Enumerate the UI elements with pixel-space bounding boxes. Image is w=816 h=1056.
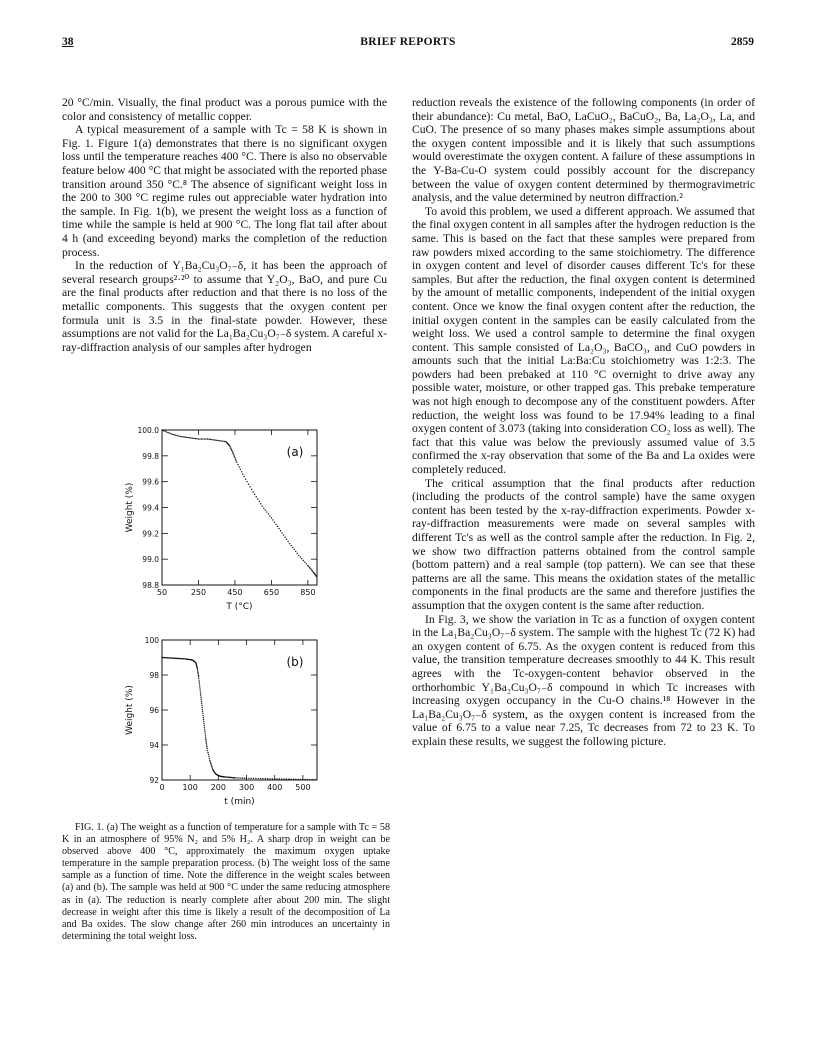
data-point <box>298 779 299 780</box>
data-point <box>211 764 212 765</box>
data-point <box>197 667 198 668</box>
data-point <box>294 549 295 550</box>
data-point <box>216 440 217 441</box>
data-point <box>241 471 242 472</box>
data-point <box>275 524 276 525</box>
data-point <box>198 676 199 677</box>
data-point <box>235 460 236 461</box>
y-tick-label: 92 <box>149 776 159 785</box>
data-point <box>262 778 263 779</box>
y-tick-label: 99.4 <box>142 503 159 513</box>
figure-1-plots <box>62 418 392 808</box>
data-point <box>232 453 233 454</box>
data-point <box>198 438 199 439</box>
data-point <box>212 767 213 768</box>
data-point <box>281 778 282 779</box>
data-point <box>201 703 202 704</box>
data-point <box>199 684 200 685</box>
data-point <box>229 446 230 447</box>
data-point <box>201 701 202 702</box>
paragraph: 20 °C/min. Visually, the final product was a porous pumice with the color and consistency of metallic copper. <box>62 96 387 123</box>
data-point <box>232 451 233 452</box>
data-point <box>288 778 289 779</box>
data-point <box>240 469 241 470</box>
figure-caption <box>62 822 390 943</box>
data-point <box>308 566 309 567</box>
data-point <box>200 696 201 697</box>
paragraph: In Fig. 3, we show the variation in Tc as a function of oxygen content in the La₁Ba₂Cu₃O₇₋δ system. The sample with the highest Tc (72 K) had an oxygen content of 6.75. As the oxygen content is reduced from this value, the transition temperature decreases smoothly to 44 K. This result agrees with the Tc-oxygen-content behavior observed in the orthorhombic Y₁Ba₂Cu₃O₇₋δ compound in which Tc increases with increasing oxygen occupancy in the Cu-O chains.¹⁸ However in the La₁Ba₂Cu₃O₇₋δ system, as the oxygen content is increased from the value of 6.75 to a value near 7.25, Tc decreases from 72 to 23 K. To explain these results, we suggest the following picture. <box>412 612 755 748</box>
data-point <box>309 567 310 568</box>
data-point <box>236 462 237 463</box>
data-point <box>202 711 203 712</box>
data-point <box>278 528 279 529</box>
data-point <box>204 731 205 732</box>
data-point <box>196 438 197 439</box>
data-point <box>243 476 244 477</box>
y-tick-label: 100 <box>144 636 159 645</box>
data-point <box>218 440 219 441</box>
data-point <box>203 717 204 718</box>
x-tick-label: 850 <box>300 588 316 597</box>
data-point <box>289 543 290 544</box>
data-point <box>258 778 259 779</box>
data-point <box>312 570 313 571</box>
data-point <box>208 439 209 440</box>
data-point <box>207 438 208 439</box>
data-point <box>221 440 222 441</box>
data-point <box>271 517 272 518</box>
data-point <box>242 777 243 778</box>
data-point <box>184 436 185 437</box>
data-point <box>202 438 203 439</box>
data-point <box>230 447 231 448</box>
data-point <box>205 735 206 736</box>
data-point <box>251 778 252 779</box>
data-point <box>279 778 280 779</box>
data-point <box>253 778 254 779</box>
data-point <box>181 436 182 437</box>
data-point <box>265 778 266 779</box>
data-point <box>284 537 285 538</box>
data-point <box>199 438 200 439</box>
data-point <box>198 675 199 676</box>
data-point <box>274 521 275 522</box>
y-tick-label: 98 <box>149 671 159 680</box>
data-point <box>164 431 165 432</box>
data-point <box>298 555 299 556</box>
y-tick-label: 99.2 <box>142 529 159 539</box>
data-point <box>259 501 260 502</box>
data-point <box>231 450 232 451</box>
data-point <box>260 503 261 504</box>
data-point <box>269 515 270 516</box>
data-point <box>197 669 198 670</box>
data-point <box>187 437 188 438</box>
data-point <box>248 778 249 779</box>
data-point <box>201 705 202 706</box>
data-point <box>306 563 307 564</box>
data-point <box>205 737 206 738</box>
data-point <box>231 449 232 450</box>
data-point <box>183 436 184 437</box>
data-point <box>245 478 246 479</box>
data-point <box>199 688 200 689</box>
y-axis-label: Weight (%) <box>125 482 135 533</box>
y-tick-label: 94 <box>149 741 159 750</box>
x-tick-label: 200 <box>210 783 227 792</box>
data-point <box>193 438 194 439</box>
data-point <box>312 779 313 780</box>
data-point <box>302 779 303 780</box>
data-point <box>200 690 201 691</box>
data-point <box>303 560 304 561</box>
data-point <box>175 434 176 435</box>
data-point <box>204 438 205 439</box>
data-point <box>316 576 317 577</box>
data-point <box>305 779 306 780</box>
x-tick-label: 0 <box>159 783 165 792</box>
x-tick-label: 450 <box>227 588 243 597</box>
data-point <box>234 456 235 457</box>
data-point <box>283 778 284 779</box>
journal-section: BRIEF REPORTS <box>360 36 456 48</box>
data-point <box>242 473 243 474</box>
y-tick-label: 98.8 <box>142 581 159 590</box>
data-point <box>206 744 207 745</box>
data-point <box>206 748 207 749</box>
data-point <box>224 441 225 442</box>
x-axis-label: T (°C) <box>226 602 253 612</box>
figure-1 <box>62 418 392 808</box>
data-point <box>301 558 302 559</box>
data-point <box>204 725 205 726</box>
data-point <box>268 513 269 514</box>
data-point <box>198 680 199 681</box>
data-point <box>281 532 282 533</box>
data-point <box>311 569 312 570</box>
data-point <box>202 715 203 716</box>
data-point <box>262 506 263 507</box>
data-point <box>192 437 193 438</box>
x-tick-label: 400 <box>267 783 283 792</box>
data-point <box>199 682 200 683</box>
data-point <box>256 496 257 497</box>
data-point <box>197 673 198 674</box>
data-point <box>199 686 200 687</box>
x-axis-label: t (min) <box>224 797 255 807</box>
data-point <box>286 778 287 779</box>
data-point <box>266 511 267 512</box>
left-column <box>62 96 387 354</box>
data-point <box>204 729 205 730</box>
data-point <box>234 457 235 458</box>
data-point <box>202 713 203 714</box>
data-point <box>238 777 239 778</box>
data-point <box>173 434 174 435</box>
right-column <box>412 96 755 749</box>
data-point <box>309 779 310 780</box>
data-point <box>255 778 256 779</box>
panel-label: (b) <box>286 655 304 669</box>
paragraph: The critical assumption that the final products after reduction (including the products of the control sample) have the same oxygen content has been tested by the x-ray-diffraction experiments. Powder x-ray-diffraction measurements were made on several samples with different Tc's as well as the control sample after the reduction. In Fig. 2, we show two diffraction patterns obtained from the control sample (bottom pattern) and a real sample (top pattern). We can see that these patterns are all the same. This means the oxidation states of the metallic components in the final products are the same and therefore justifies the assumption that the oxygen content is the same after reduction. <box>412 476 755 612</box>
data-point <box>254 494 255 495</box>
y-tick-label: 99.0 <box>142 555 159 565</box>
data-point <box>169 433 170 434</box>
data-point <box>252 491 253 492</box>
data-point <box>238 466 239 467</box>
data-point <box>214 439 215 440</box>
data-point <box>240 777 241 778</box>
data-point <box>186 437 187 438</box>
data-point <box>310 568 311 569</box>
data-point <box>290 545 291 546</box>
y-tick-label: 100.0 <box>137 426 159 435</box>
data-point <box>222 440 223 441</box>
data-point <box>200 692 201 693</box>
data-point <box>287 541 288 542</box>
data-point <box>198 678 199 679</box>
data-point <box>300 779 301 780</box>
data-point <box>207 750 208 751</box>
data-point <box>246 778 247 779</box>
data-point <box>248 484 249 485</box>
paragraph: reduction reveals the existence of the following components (in order of their abundance): Cu metal, BaO, LaCuO₂, BaCuO₂, Ba, La₂O₃, La, and CuO. The presence of so many phases makes simple assumptions about the oxygen content impossible and it is likely that such assumptions would overestimate the oxygen content. A failure of these assumptions in the Y-Ba-Cu-O system could possibly account for the discrepancy between the value of oxygen content determined by thermogravimetric analysis, and the value determined by neutron diffraction.² <box>412 96 755 205</box>
data-point <box>203 723 204 724</box>
data-point <box>167 432 168 433</box>
data-point <box>197 672 198 673</box>
data-point <box>161 429 162 430</box>
y-tick-label: 96 <box>149 706 159 715</box>
panel-label: (a) <box>286 445 304 459</box>
data-point <box>283 534 284 535</box>
data-point <box>204 727 205 728</box>
data-point <box>203 721 204 722</box>
data-point <box>235 777 236 778</box>
data-point <box>307 779 308 780</box>
data-point <box>267 778 268 779</box>
data-point <box>272 519 273 520</box>
x-tick-label: 300 <box>238 783 255 792</box>
data-point <box>246 481 247 482</box>
data-point <box>233 454 234 455</box>
data-point <box>290 778 291 779</box>
data-point <box>210 762 211 763</box>
data-point <box>210 439 211 440</box>
data-point <box>244 777 245 778</box>
data-point <box>269 778 270 779</box>
data-point <box>297 553 298 554</box>
data-point <box>251 489 252 490</box>
article-page-number: 2859 <box>731 36 754 48</box>
data-point <box>274 778 275 779</box>
data-point <box>210 763 211 764</box>
data-point <box>211 439 212 440</box>
data-point <box>178 435 179 436</box>
data-point <box>307 565 308 566</box>
data-point <box>172 434 173 435</box>
data-point <box>209 758 210 759</box>
data-point <box>213 439 214 440</box>
data-point <box>200 694 201 695</box>
data-point <box>293 779 294 780</box>
data-point <box>201 438 202 439</box>
data-point <box>300 556 301 557</box>
y-tick-label: 99.6 <box>142 477 159 487</box>
data-point <box>277 526 278 527</box>
data-point <box>295 551 296 552</box>
data-point <box>207 752 208 753</box>
data-point <box>260 778 261 779</box>
data-point <box>206 743 207 744</box>
data-point <box>206 746 207 747</box>
data-point <box>190 437 191 438</box>
data-point <box>257 498 258 499</box>
data-point <box>202 709 203 710</box>
data-point <box>205 733 206 734</box>
data-point <box>205 741 206 742</box>
data-point <box>265 509 266 510</box>
paragraph: A typical measurement of a sample with Tc = 58 K is shown in Fig. 1. Figure 1(a) demonstrates that there is no significant oxygen loss until the temperature reaches 400 °C. There is also no observable feature below 400 °C that might be associated with the reported phase transition around 350 °C.⁸ The absence of significant weight loss in the 200 to 300 °C regime rules out appreciable water hydration into the sample. In Fig. 1(b), we present the weight loss as a function of time while the sample is held at 900 °C. The long flat tail after about 4 h (and exceeding beyond) marks the completion of the reduction process. <box>62 123 387 259</box>
caption-text: FIG. 1. (a) The weight as a function of temperature for a sample with Tc = 58 K in an atmosphere of 95% N₂ and 5% H₂. A sharp drop in weight can be observed above 400 °C, approximately the maximum oxygen uptake temperature in the sample preparation process. (b) The weight loss of the same sample as a function of time. Note the difference in the weight scales between (a) and (b). The sample was held at 900 °C under the same reducing atmosphere as in (a). The reduction is nearly complete after about 200 min. The slight decrease in weight after this time is likely a result of the decomposition of La and Ba oxides. The slow change after 260 min introduces an uncertainty in determining the total weight loss. <box>62 822 390 942</box>
data-point <box>295 779 296 780</box>
data-point <box>170 433 171 434</box>
data-point <box>280 530 281 531</box>
data-point <box>263 507 264 508</box>
x-tick-label: 50 <box>156 588 168 597</box>
x-tick-label: 650 <box>263 588 280 597</box>
data-point <box>208 756 209 757</box>
data-point <box>205 438 206 439</box>
data-point <box>272 778 273 779</box>
x-tick-label: 250 <box>190 588 207 597</box>
data-point <box>203 719 204 720</box>
y-tick-label: 99.8 <box>142 451 159 461</box>
data-point <box>235 459 236 460</box>
data-point <box>197 670 198 671</box>
data-point <box>166 431 167 432</box>
page-number: 38 <box>62 36 74 48</box>
data-point <box>195 438 196 439</box>
data-point <box>229 445 230 446</box>
paragraph: In the reduction of Y₁Ba₂Cu₃O₇₋δ, it has been the approach of several research groups²·²⁰ to assume that Y₂O₃, BaO, and pure Cu are the final products after reduction and that there is no loss of the metallic components. This suggests that the oxygen content per formula unit is 3.5 in the final-state powder. However, these assumptions are not valid for the La₁Ba₂Cu₃O₇₋δ system. A careful x-ray-diffraction analysis of our samples after hydrogen <box>62 259 387 354</box>
data-point <box>292 547 293 548</box>
x-tick-label: 500 <box>295 783 311 792</box>
x-tick-label: 100 <box>182 783 198 792</box>
data-point <box>249 486 250 487</box>
data-point <box>211 766 212 767</box>
data-point <box>201 699 202 700</box>
data-point <box>205 739 206 740</box>
data-point <box>180 436 181 437</box>
data-point <box>286 539 287 540</box>
data-point <box>304 561 305 562</box>
data-point <box>314 779 315 780</box>
data-point <box>176 435 177 436</box>
data-point <box>219 440 220 441</box>
data-point <box>237 464 238 465</box>
data-point <box>163 430 164 431</box>
paragraph: To avoid this problem, we used a different approach. We assumed that the final oxygen content in all samples after the hydrogen reduction is the same. This is based on the fact that these samples were prepared from raw powders mixed according to the same stoichiometry. The difference in oxygen content and level of disorder causes different Tc's for these samples. But after the reduction, the final oxygen content is determined by the amount of metallic components, independent of the initial oxygen content. Once we know the final oxygen content after the reduction, the initial oxygen content in the samples can be easily calculated from the weight loss. We used a control sample to determine the final oxygen content. This sample consisted of La₂O₃, BaCO₃, and CuO powders in amounts such that the initial La:Ba:Cu stoichiometry was 1:2:3. The powders had been prebaked at 110 °C overnight to drive away any possible water, moisture, or other trapped gas. This prebake temperature was not high enough to decompose any of the constituent powders. After reduction, the weight loss was found to be 17.94% leading to a final oxygen content of 3.073 (taking into consideration CO₂ loss as well). The fact that this value was below the previously assumed value of 3.5 confirmed the x-ray observation that some of the Ba and La oxides were completely reduced. <box>412 204 755 477</box>
y-axis-label: Weight (%) <box>125 685 135 735</box>
data-point <box>189 437 190 438</box>
data-point <box>276 778 277 779</box>
data-point <box>209 760 210 761</box>
data-point <box>208 754 209 755</box>
data-point <box>236 777 237 778</box>
data-point <box>201 707 202 708</box>
